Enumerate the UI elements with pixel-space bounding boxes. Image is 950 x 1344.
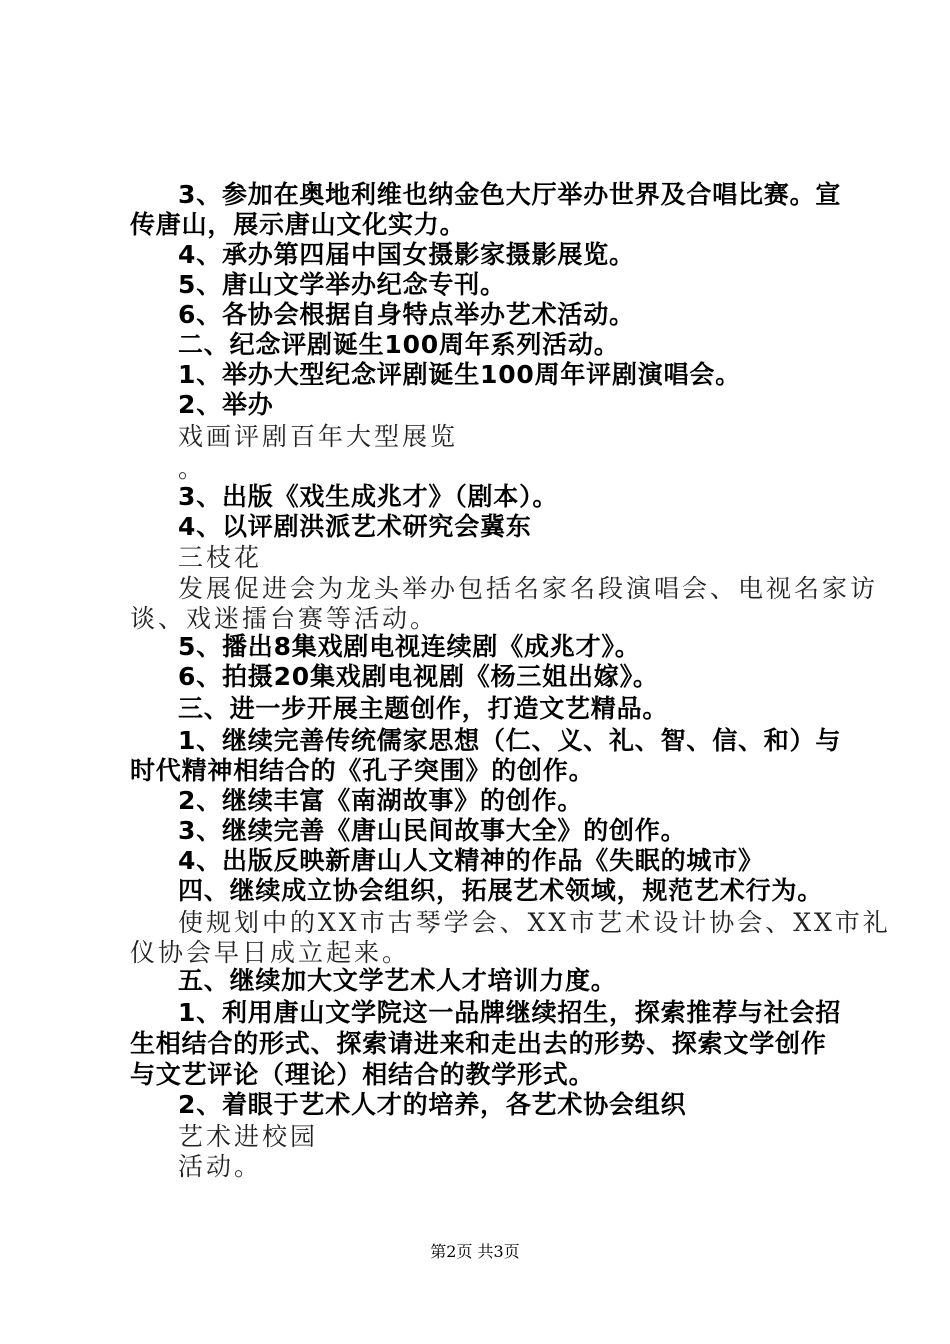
paragraph-line: 传唐山，展示唐山文化实力。 [130,210,466,239]
paragraph-line: 艺术进校园 [178,1122,319,1151]
paragraph-line: 仪协会早日成立起来。 [130,938,411,967]
paragraph-line: 发展促进会为龙头举办包括名家名段演唱会、电视名家访 [178,574,879,603]
paragraph-line: 戏画评剧百年大型展览 [178,422,459,451]
paragraph-line: 5、播出8集戏剧电视连续剧《成兆才》。 [178,632,641,661]
paragraph-line: 三枝花 [178,543,263,572]
section-heading: 二、纪念评剧诞生100周年系列活动。 [178,330,620,359]
paragraph-line: 生相结合的形式、探索请进来和走出去的形势、探索文学创作 [130,1029,827,1058]
paragraph-line: 4、以评剧洪派艺术研究会冀东 [178,512,532,541]
paragraph-line: 2、继续丰富《南湖故事》的创作。 [178,786,584,815]
paragraph-line: 活动。 [178,1152,263,1181]
paragraph-line: 2、举办 [178,390,274,419]
section-heading: 四、继续成立协会组织，拓展艺术领域，规范艺术行为。 [178,876,824,905]
page-number-footer: 第2页 共3页 [430,1242,520,1261]
paragraph-line: 2、着眼于艺术人才的培养，各艺术协会组织 [178,1090,687,1119]
paragraph-line: 3、继续完善《唐山民间故事大全》的创作。 [178,816,687,845]
paragraph-line: 时代精神相结合的《孔子突围》的创作。 [130,756,595,785]
paragraph-line: 谈、戏迷擂台赛等活动。 [130,604,439,633]
section-heading: 三、进一步开展主题创作，打造文艺精品。 [178,694,669,723]
paragraph-line: 3、出版《戏生成兆才》（剧本）。 [178,482,559,511]
section-heading: 五、继续加大文学艺术人才培训力度。 [178,966,617,995]
paragraph-line: 1、举办大型纪念评剧诞生100周年评剧演唱会。 [178,360,741,389]
paragraph-line: 4、出版反映新唐山人文精神的作品《失眠的城市》 [178,846,764,875]
paragraph-line: 1、继续完善传统儒家思想（仁、义、礼、智、信、和）与 [178,726,842,755]
paragraph-line: 6、各协会根据自身特点举办艺术活动。 [178,300,635,329]
paragraph-line: 3、参加在奥地利维也纳金色大厅举办世界及合唱比赛。宣 [178,180,842,209]
paragraph-line: 6、拍摄20集戏剧电视剧《杨三姐出嫁》。 [178,662,659,691]
paragraph-line: 使规划中的XX市古琴学会、XX市艺术设计协会、XX市礼 [178,908,891,937]
paragraph-line: 与文艺评论（理论）相结合的教学形式。 [130,1060,595,1089]
paragraph-line: 4、承办第四届中国女摄影家摄影展览。 [178,240,635,269]
paragraph-line: 5、唐山文学举办纪念专刊。 [178,270,506,299]
paragraph-line: 。 [178,454,207,483]
paragraph-line: 1、利用唐山文学院这一品牌继续招生，探索推荐与社会招 [178,998,842,1027]
